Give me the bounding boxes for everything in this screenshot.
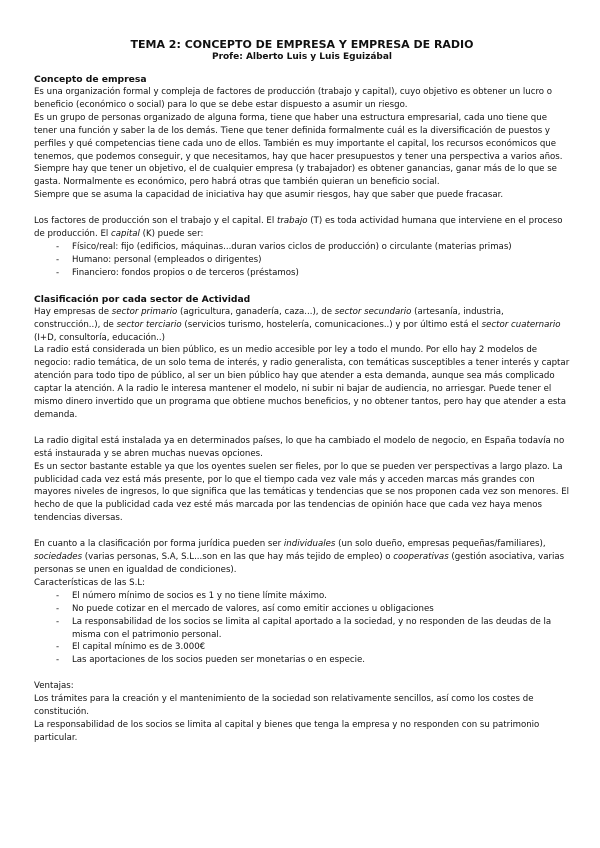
paragraph-factores: Los factores de producción son el trabajo y el capital. El trabajo (T) es toda actividad humana que interviene en el proceso de producción. El capital (K) puede ser: bbox=[34, 216, 563, 240]
paragraph: Características de las S.L: bbox=[34, 577, 146, 588]
paragraph: Es un sector bastante estable ya que los oyentes suelen ser fieles, por lo que se pueden ver perspectivas a largo plazo. La publicidad cada vez está más presente, por lo que el tiempo cada vez vale más y acceden marcas más grandes con mayores niveles de ingresos, lo que significa que las temáticas y tendencias que se nos proponen cada vez son menores. El hecho de que la publicidad cada vez esté más marcada por las tendencias de opinión hace que cada vez haya menos tendencias diversas. bbox=[34, 461, 570, 524]
paragraph: Siempre hay que tener un objetivo, el de cualquier empresa (y trabajador) es obtener ganancias, ganar más de lo que se gasta. Normalmente es económico, pero habrá otras que también quieran un beneficio social. bbox=[34, 164, 557, 188]
list-item: - El número mínimo de socios es 1 y no tiene límite máximo. bbox=[56, 590, 570, 603]
document-subtitle: Profe: Alberto Luis y Luis Eguizábal bbox=[211, 52, 393, 62]
paragraph: Siempre que se asuma la capacidad de iniciativa hay que asumir riesgos, hay que saber que puede fracasar. bbox=[34, 190, 504, 201]
list-item: - No puede cotizar en el mercado de valores, así como emitir acciones u obligaciones bbox=[56, 603, 570, 616]
list-item: - Las aportaciones de los socios pueden ser monetarias o en especie. bbox=[56, 654, 570, 667]
list-item: - Financiero: fondos propios o de terceros (préstamos) bbox=[56, 267, 570, 280]
paragraph: Es un grupo de personas organizado de alguna forma, tiene que haber una estructura empresarial, cada uno tiene que tener una función y saber la de los demás. Tiene que tener definida formalmente cuál es la diversificación de puestos y perfiles y qué competencias tiene cada uno de ellos. También es muy importante el capital, los recursos económicos que tenemos, que podemos conseguir, y que necesitamos, hay que hacer presupuestos y tener una perspectiva a varios años. bbox=[34, 112, 563, 162]
paragraph: Los trámites para la creación y el mantenimiento de la sociedad son relativamente sencillos, así como los costes de constitución. bbox=[34, 694, 534, 718]
list-item: - Humano: personal (empleados o dirigentes) bbox=[56, 254, 570, 267]
paragraph: Es una organización formal y compleja de factores de producción (trabajo y capital), cuyo objetivo es obtener un lucro o beneficio (económico o social) para lo que se debe estar dispuesto a asumir un riesgo. bbox=[34, 87, 553, 110]
list-item: - El capital mínimo es de 3.000€ bbox=[56, 641, 570, 654]
paragraph-forma-juridica: En cuanto a la clasificación por forma jurídica pueden ser individuales (un solo dueño, empresas pequeñas/familiares), sociedades (varias personas, S.A, S.L...son en las que hay más tejido de empleo) o cooperativas (gestión asociativa, varias personas se unen en igualdad de condiciones). bbox=[34, 539, 565, 575]
section-heading-concepto: Concepto de empresa bbox=[34, 74, 147, 85]
document-page bbox=[34, 38, 570, 745]
sl-characteristics-list bbox=[34, 590, 570, 667]
paragraph-sectores: Hay empresas de sector primario (agricultura, ganadería, caza...), de sector secundario (artesanía, industria, construcción..), de sector terciario (servicios turismo, hostelería, comunicaciones..) y por último está el sector cuaternario (I+D, consultoría, educación..) bbox=[34, 306, 561, 343]
paragraph: Ventajas: bbox=[34, 681, 74, 692]
paragraph: La responsabilidad de los socios se limita al capital y bienes que tenga la empresa y no responden con su patrimonio particular. bbox=[34, 719, 540, 743]
document-title: TEMA 2: CONCEPTO DE EMPRESA Y EMPRESA DE RADIO bbox=[130, 38, 474, 51]
list-item: - Físico/real: fijo (edificios, máquinas...duran varios ciclos de producción) o circulante (materias primas) bbox=[56, 241, 570, 254]
paragraph: La radio digital está instalada ya en determinados países, lo que ha cambiado el modelo de negocio, en España todavía no está instaurada y se abren muchas nuevas opciones. bbox=[34, 435, 565, 459]
capital-list bbox=[34, 241, 570, 280]
list-item: - La responsabilidad de los socios se limita al capital aportado a la sociedad, y no responden de las deudas de la misma con el patrimonio personal. bbox=[56, 616, 570, 642]
section-heading-clasificacion: Clasificación por cada sector de Actividad bbox=[34, 293, 251, 305]
paragraph: La radio está considerada un bien público, es un medio accesible por ley a todo el mundo. Por ello hay 2 modelos de negocio: radio temática, de un solo tema de interés, y radio generalista, con temáticas susceptibles a tener interés y captar atención para todo tipo de público, al ser un bien público hay que atender a esta demanda, aunque sea más complicado captar la atención. A la radio le interesa mantener el modelo, ni subir ni bajar de audiencia, no arriesgar. Puede tener el mismo dinero invertido que un programa que obtiene muchos beneficios, y no obtener tantos, pero hay que atender a esta demanda. bbox=[34, 345, 570, 420]
